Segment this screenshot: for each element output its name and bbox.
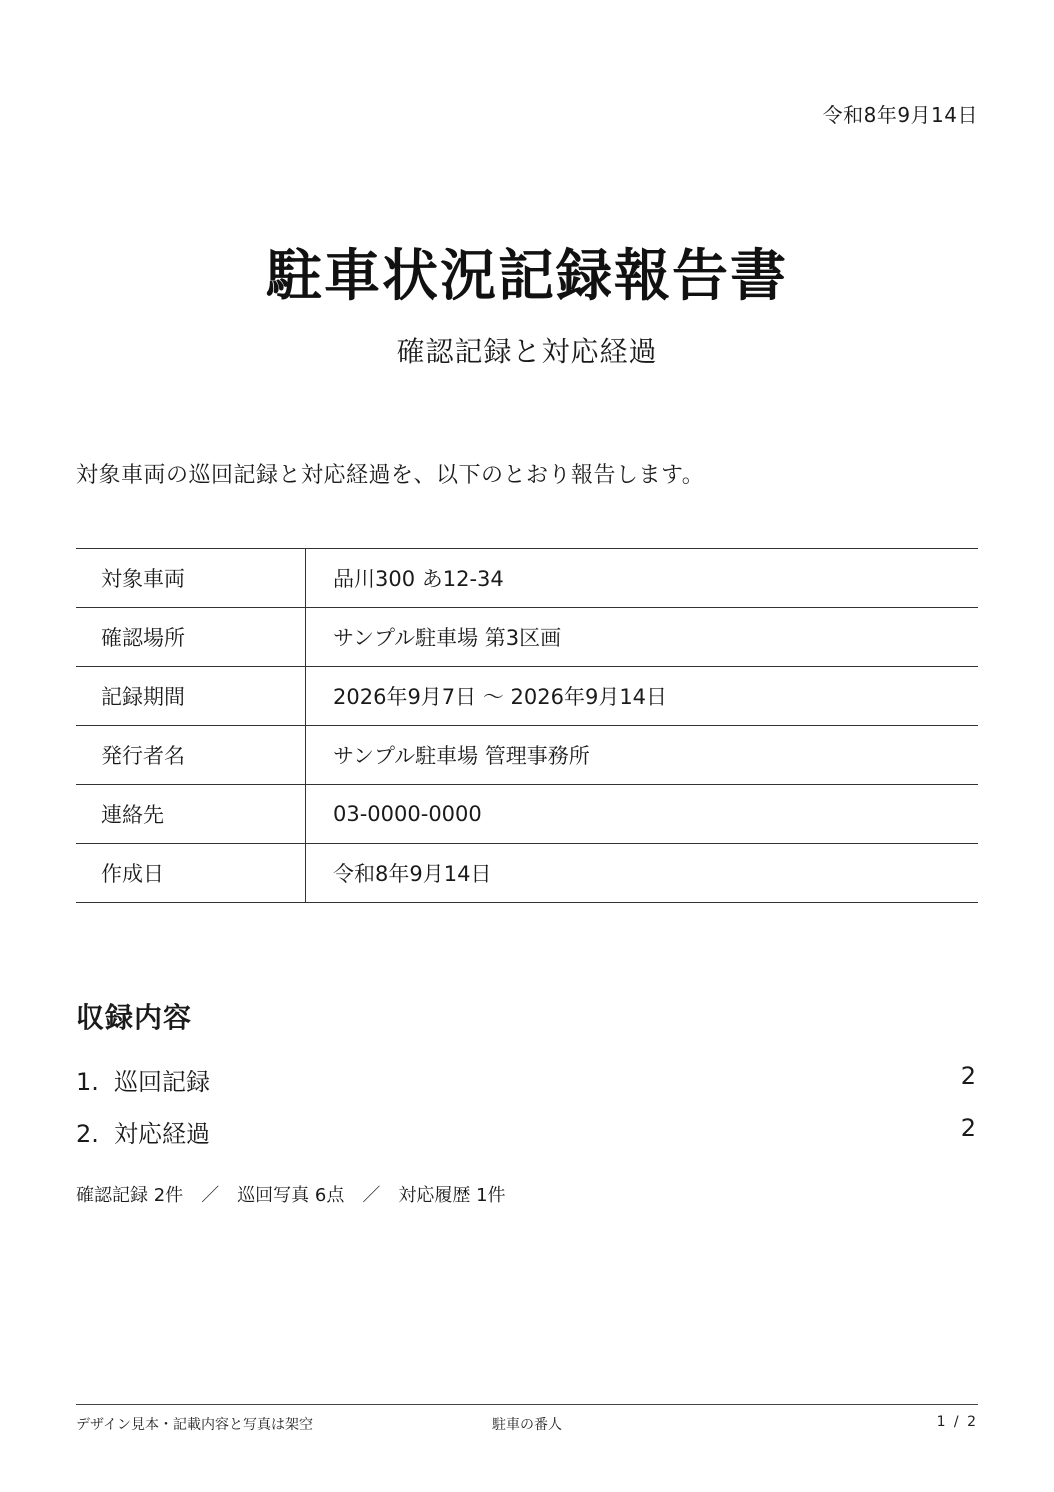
summary-records: 確認記録 2件: [76, 1185, 184, 1206]
footer-divider: [76, 1404, 978, 1405]
toc-number: 2.: [76, 1120, 99, 1148]
row-value: 2026年9月7日 〜 2026年9月14日: [333, 685, 668, 709]
row-label: 記録期間: [76, 667, 306, 726]
info-table: [76, 548, 978, 903]
row-value: 品川300 あ12-34: [333, 567, 504, 591]
summary-line: [76, 1181, 506, 1207]
intro-text: 対象車両の巡回記録と対応経過を、以下のとおり報告します。: [76, 463, 705, 488]
table-row: [76, 608, 978, 667]
document-title: 駐車状況記録報告書: [266, 243, 788, 309]
summary-separator: ／: [362, 1185, 381, 1206]
summary-separator: ／: [201, 1185, 220, 1206]
row-label: 確認場所: [76, 608, 306, 667]
toc-page: 2: [960, 1062, 976, 1090]
row-label: 発行者名: [76, 726, 306, 785]
summary-history: 対応履歴 1件: [398, 1185, 506, 1206]
row-label: 対象車両: [76, 549, 306, 608]
row-value: サンプル駐車場 管理事務所: [333, 744, 590, 768]
toc-page: 2: [960, 1114, 976, 1142]
footer-note: デザイン見本・記載内容と写真は架空: [76, 1417, 314, 1433]
report-date: 令和8年9月14日: [822, 103, 978, 127]
summary-photos: 巡回写真 6点: [237, 1185, 345, 1206]
table-row: [76, 785, 978, 844]
contents-heading: 収録内容: [76, 1001, 193, 1034]
row-label: 連絡先: [76, 785, 306, 844]
table-row: [76, 549, 978, 608]
row-value: サンプル駐車場 第3区画: [333, 626, 562, 650]
toc-number: 1.: [76, 1068, 99, 1096]
document-subtitle: 確認記録と対応経過: [396, 335, 658, 368]
table-row: [76, 726, 978, 785]
toc-label: 巡回記録: [114, 1068, 210, 1096]
row-value: 令和8年9月14日: [333, 862, 492, 886]
table-row: [76, 844, 978, 903]
footer-brand: 駐車の番人: [492, 1417, 562, 1433]
toc-label: 対応経過: [114, 1120, 210, 1148]
toc-item: [76, 1062, 978, 1096]
row-label: 作成日: [76, 844, 306, 903]
table-row: [76, 667, 978, 726]
row-value: 03-0000-0000: [333, 802, 482, 826]
page-number: 1 / 2: [936, 1414, 978, 1430]
toc-item: [76, 1114, 978, 1148]
